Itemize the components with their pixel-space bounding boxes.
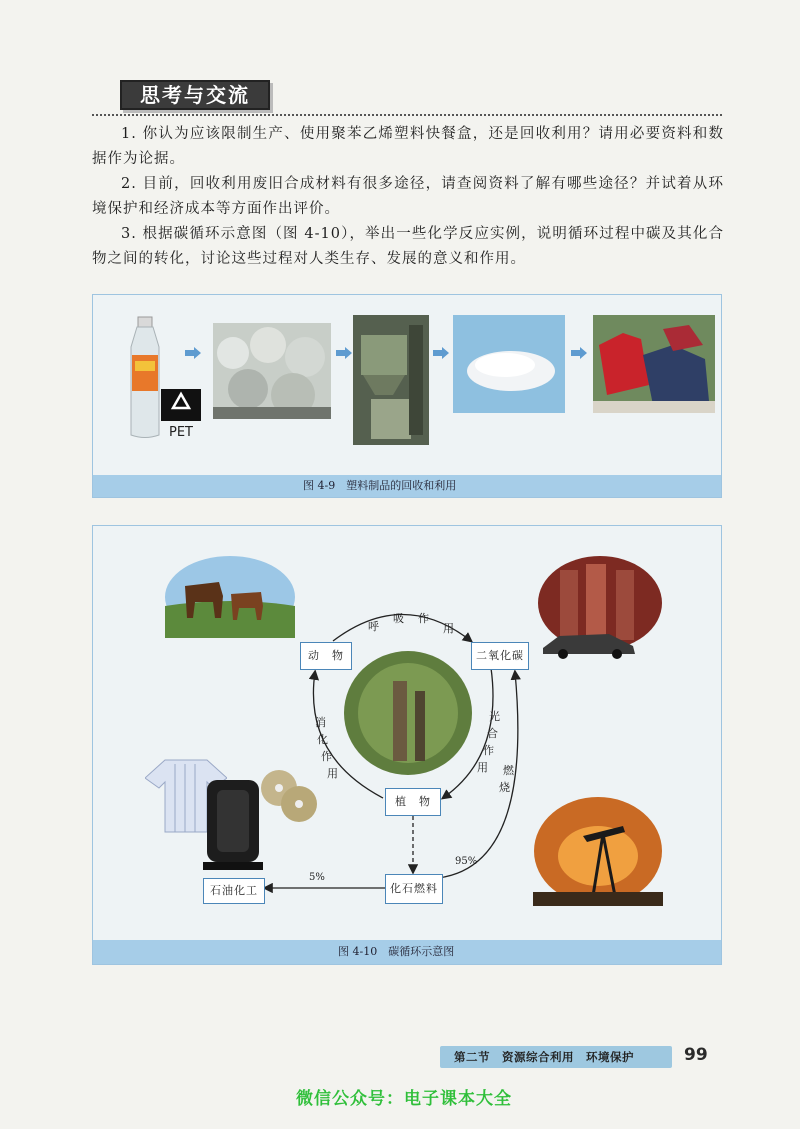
figure-carbon-cycle	[92, 525, 722, 965]
plastic-flakes-photo	[453, 315, 565, 413]
question-list	[92, 122, 724, 272]
pet-bottle-photo	[115, 313, 177, 441]
arrow-right-icon	[571, 347, 587, 359]
car-photo	[539, 626, 639, 660]
dotted-divider	[92, 114, 722, 116]
figure-plastic-recycling	[92, 294, 722, 498]
label-respiration: 作	[418, 612, 429, 625]
label-5-percent: 5%	[309, 872, 325, 883]
section-header: 思考与交流	[120, 80, 270, 110]
node-co2: 二氧化碳	[471, 642, 529, 670]
figure-caption: 图 4-10 碳循环示意图	[93, 940, 721, 964]
node-petrochemical: 石油化工	[203, 878, 265, 904]
label-95-percent: 95%	[455, 856, 478, 867]
arrow-right-icon	[433, 347, 449, 359]
node-animal: 动 物	[300, 642, 352, 670]
label-respiration: 呼	[368, 620, 379, 633]
plastic-waste-photo	[213, 323, 331, 419]
arrow-right-icon	[336, 347, 352, 359]
running-footer: 第二节 资源综合利用 环境保护	[440, 1046, 672, 1068]
watermark-text: 微信公众号：电子课本大全	[296, 1089, 512, 1109]
pet-label: PET	[169, 425, 193, 440]
node-fossil-fuel: 化石燃料	[385, 874, 443, 904]
sorting-machine-photo	[353, 315, 429, 445]
cd-discs-photo	[253, 766, 323, 826]
fleece-clothing-photo	[593, 315, 715, 413]
label-digestion: 消 化 作 用	[315, 716, 338, 780]
label-photosynthesis: 光 合 作 用	[477, 710, 500, 774]
forest-photo	[343, 651, 473, 776]
label-respiration: 吸	[393, 612, 404, 625]
page-number: 99	[684, 1045, 708, 1065]
figure-caption: 图 4-9 塑料制品的回收和利用	[93, 475, 721, 497]
question-3: 3. 根据碳循环示意图（图 4-10），举出一些化学反应实例，说明循环过程中碳及其化合物之间的转化，讨论这些过程对人类生存、发展的意义和作用。	[92, 226, 724, 267]
label-respiration: 用	[443, 622, 454, 635]
arrow-right-icon	[185, 347, 201, 359]
question-1: 1. 你认为应该限制生产、使用聚苯乙烯塑料快餐盒，还是回收利用？请用必要资料和数据作为论据。	[92, 126, 724, 167]
oil-pump-photo	[533, 796, 663, 906]
label-combustion: 燃 烧	[499, 764, 514, 794]
horses-photo	[165, 556, 295, 638]
question-2: 2. 目前，回收利用废旧合成材料有很多途径，请查阅资料了解有哪些途径？并试着从环境保护和经济成本等方面作出评价。	[92, 176, 724, 217]
node-plant: 植 物	[385, 788, 441, 816]
recycle-symbol-icon	[161, 389, 201, 421]
